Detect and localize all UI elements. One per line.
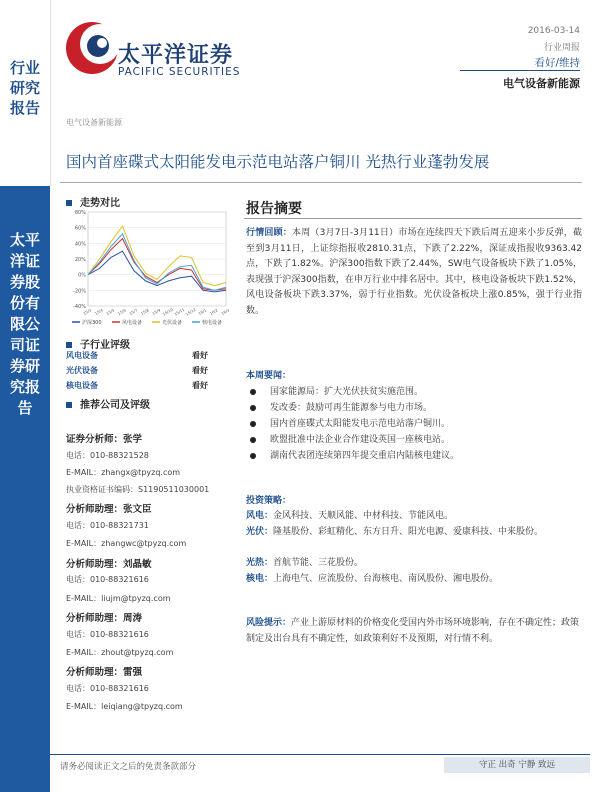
analyst-name: 分析师助理：张文臣 [66, 504, 152, 515]
strategy-item: 光伏：隆基股份、彩虹精化、东方日升、阳光电源、爱康科技、中来股份。 [246, 527, 544, 537]
strategy-item: 风电：金风科技、天顺风能、中材科技、节能风电。 [246, 511, 454, 521]
list-item: 欧盟批准中法企业合作建设英国一座核电站。 [246, 432, 582, 448]
sidebar-bottom [0, 186, 50, 792]
chart-x-tick-label: 15/8 [139, 307, 150, 316]
report-sector: 电气设备新能源 [503, 77, 580, 90]
analyst-email[interactable]: E-MAIL：liujm@tpyzq.com [66, 594, 171, 603]
chart-legend-label: 核电设备 [202, 320, 223, 326]
chart-y-tick-label: 60% [74, 225, 86, 232]
analyst-name: 证券分析师：张学 [66, 434, 143, 445]
list-item: 发改委：鼓励可再生能源参与电力市场。 [246, 400, 582, 416]
sidebar-top-label: 行业研究报告 [10, 59, 41, 117]
sub-rating-heading: 子行业评级 [66, 336, 130, 351]
logo-name-cn: 太平洋证券 [118, 43, 234, 68]
bullet-icon [250, 453, 256, 459]
sidebar-bottom-label: 太平洋证券股份有限公司证券研究报告 [10, 231, 41, 417]
strategy-heading: 投资策略： [246, 496, 292, 506]
trend-chart [64, 206, 230, 330]
recommend-heading: 推荐公司及评级 [66, 396, 150, 411]
chart-x-tick-label: 15/4 [93, 307, 104, 316]
analyst-email[interactable]: E-MAIL：zhangx@tpyzq.com [66, 468, 181, 477]
chart-x-tick-label: 15/11 [173, 306, 186, 317]
chart-y-tick-label: 20% [74, 257, 86, 263]
strategy-item: 核电：上海电气、应流股份、台海核电、南风股份、湘电股份。 [246, 574, 499, 584]
analyst-phone: 电话：010-88321731 [66, 521, 149, 530]
analyst-phone: 电话：010-88321616 [66, 575, 149, 584]
bullet-icon [250, 405, 256, 411]
chart-x-tick-label: 16/1 [197, 307, 208, 316]
footer-slogan: 守正 出奇 宁静 致远 [444, 757, 590, 773]
chart-y-tick-label: 40% [74, 241, 86, 248]
sidebar-top [0, 0, 51, 186]
chart-y-tick-label: -40% [73, 304, 86, 310]
chart-x-tick-label: 15/7 [128, 307, 139, 316]
industry-rating: 看好/维持 [534, 57, 580, 69]
analyst-phone: 电话：010-88321528 [66, 451, 149, 460]
analyst-email[interactable]: E-MAIL：zhangwc@tpyzq.com [66, 539, 187, 548]
news-list [246, 384, 582, 464]
chart-x-tick-label: 16/2 [208, 307, 219, 316]
chart-x-tick-label: 16/3 [220, 307, 230, 316]
report-date: 2016-03-14 [527, 26, 580, 36]
bullet-icon [250, 437, 256, 443]
logo-name-en: PACIFIC SECURITIES [118, 66, 241, 78]
report-type: 行业周报 [543, 43, 580, 53]
bullet-icon [250, 389, 256, 395]
news-heading: 本周要闻： [246, 371, 292, 381]
risk-warning: 风险提示：产业上游原材料的价格变化受国内外市场环境影响，存在不确定性；政策制定及出台具有不确定性，如政策利好不及预期，对行情不利。 [246, 618, 580, 644]
bullet-icon [250, 421, 256, 427]
list-item: 国家能源局：扩大光伏扶贫实施范围。 [246, 384, 582, 400]
market-review: 行情回顾：本周（3月7日-3月11日）市场在连续四天下跌后周五迎来小步反弹，截至到3月11日，上证综指报收2810.31点，下跌了2.22%，深证成指报收9363.42点，下跌了1.82%。沪深300指数下跌了2.44%，SW电气设备板块下跌了1.05%，表现强于沪深300指数，在申万行业中排名居中。其中，核电设备板块下跌1.52%，风电设备板块下跌3.37%，弱于行业指数。光伏设备板块上涨0.85%，强于行业指数。 [246, 228, 582, 316]
chart-x-tick-label: 15/3 [82, 307, 93, 316]
chart-x-tick-label: 15/9 [151, 307, 162, 316]
square-bullet-icon [66, 402, 72, 408]
chart-series-line [88, 234, 226, 290]
analyst-email[interactable]: E-MAIL：zhout@tpyzq.com [66, 648, 174, 657]
chart-x-tick-label: 15/5 [105, 307, 116, 316]
chart-y-tick-label: -20% [73, 288, 86, 295]
chart-x-tick-label: 15/6 [116, 307, 127, 316]
list-item: 湖南代表团连续第四年提交重启内陆核电建议。 [246, 448, 582, 464]
title-divider [60, 182, 582, 183]
chart-legend-label: 沪深300 [82, 320, 102, 326]
trend-heading: 走势对比 [66, 194, 120, 209]
sub-rating-row: 核电设备 看好 [66, 381, 208, 390]
chart-y-tick-label: 80% [74, 210, 86, 216]
chart-x-tick-label: 15/12 [184, 306, 197, 317]
analyst-cert: 执业资格证书编码：S1190511030001 [66, 485, 210, 494]
square-bullet-icon [66, 342, 72, 348]
chart-legend-label: 风电设备 [122, 320, 143, 326]
sub-rating-row: 光伏设备 看好 [66, 366, 208, 375]
chart-y-tick-label: 0% [78, 272, 86, 279]
analyst-name: 分析师助理：周涛 [66, 613, 143, 624]
chart-legend-label: 光伏设备 [162, 320, 183, 326]
analyst-name: 分析师助理：刘晶敏 [66, 559, 152, 570]
sub-rating-row: 风电设备 看好 [66, 351, 208, 360]
chart-x-tick-label: 15/10 [161, 306, 174, 317]
strategy-item: 光热：首航节能、三花股份。 [246, 558, 364, 568]
analyst-name: 分析师助理：雷强 [66, 667, 143, 678]
chart-series-line [88, 239, 226, 291]
header-divider [460, 70, 580, 71]
summary-heading: 报告摘要 [246, 201, 302, 217]
analyst-phone: 电话：010-88321616 [66, 630, 149, 639]
report-title: 国内首座碟式太阳能发电示范电站落户铜川 光热行业蓬勃发展 [66, 153, 490, 171]
list-item: 国内首座碟式太阳能发电示范电站落户铜川。 [246, 416, 582, 432]
footer-divider [50, 754, 590, 755]
footer-disclaimer: 请务必阅读正文之后的免责条款部分 [60, 762, 197, 772]
summary-divider [244, 218, 582, 219]
analyst-email[interactable]: E-MAIL：leiqiang@tpyzq.com [66, 702, 183, 711]
sector-small-label: 电气设备新能源 [66, 118, 122, 127]
analyst-phone: 电话：010-88321616 [66, 684, 149, 693]
chart-series-line [88, 226, 226, 286]
chart-series-line [88, 251, 226, 292]
